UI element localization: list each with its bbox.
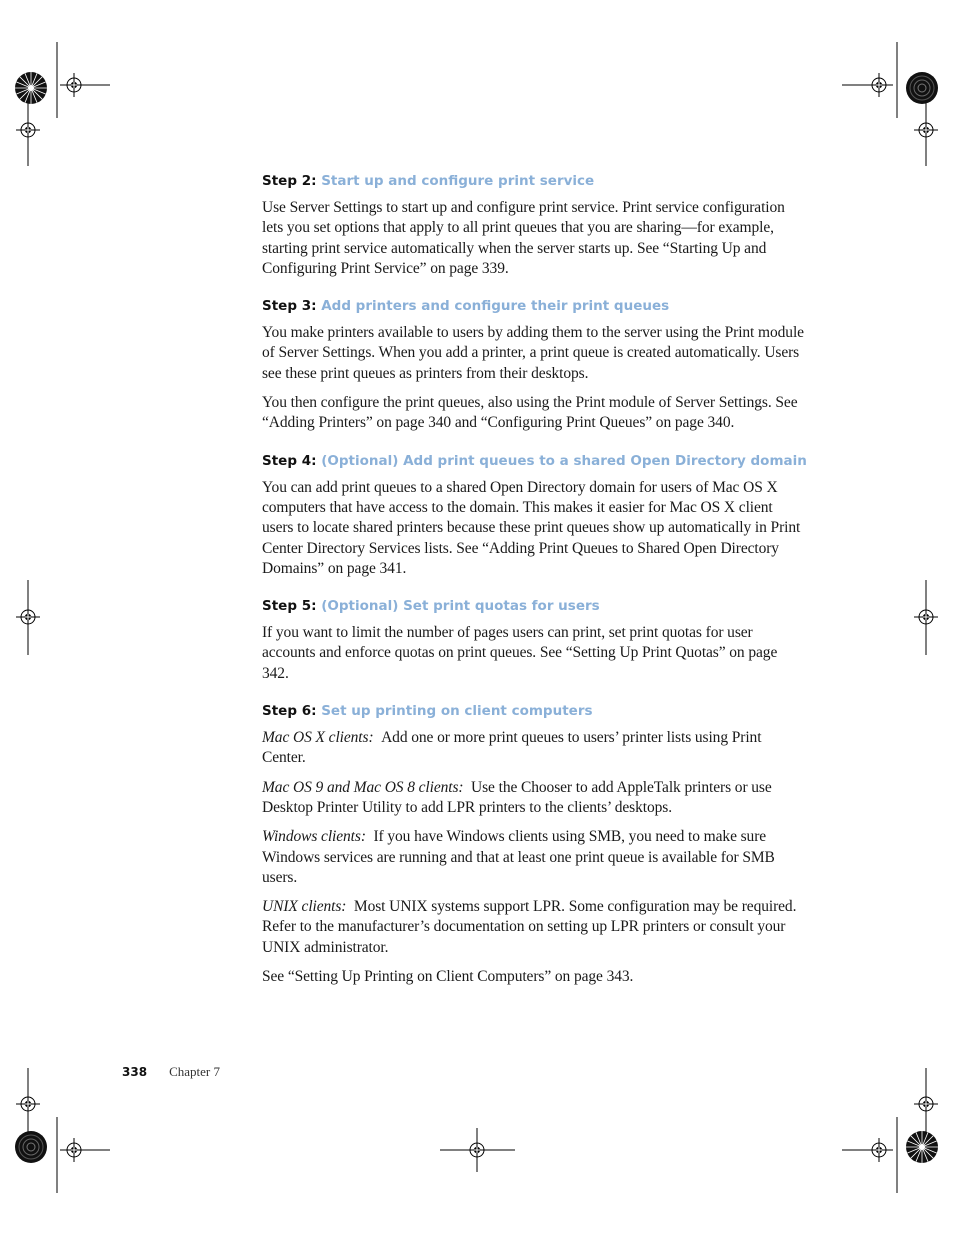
client-text: If you have Windows clients using SMB, you need to make sure Windows services are running and that at least one print queue is available for SMB users. [262,828,775,886]
step-title: (Optional) Add print queues to a shared Open Directory domain [321,452,807,469]
chapter-label: Chapter 7 [169,1064,220,1079]
client-text: Add one or more print queues to users’ printer lists using Print Center. [262,729,762,767]
client-paragraph [262,728,807,769]
client-label: Mac OS X clients: [262,729,374,747]
client-label: UNIX clients: [262,898,347,916]
step-number: Step 4: [262,452,317,469]
client-text: Most UNIX systems support LPR. Some configuration may be required. Refer to the manufacturer’s documentation on setting up LPR printers or consult your UNIX administrator. [262,898,797,956]
step-title: Set up printing on client computers [321,703,593,720]
step-title: Start up and configure print service [321,173,595,189]
step-number: Step 2: [262,173,317,189]
main-content [262,171,807,987]
step-number: Step 3: [262,298,317,315]
step-title: (Optional) Set print quotas for users [321,598,600,615]
step-number: Step 6: [262,703,317,720]
client-text: Use the Chooser to add AppleTalk printers or use Desktop Printer Utility to add LPR printers to the clients’ desktops. [262,778,772,816]
client-paragraph [262,827,807,888]
step-heading [262,171,807,191]
page-number: 338 [122,1065,148,1079]
client-label: Windows clients: [262,828,366,846]
step-heading [262,296,807,316]
step-heading [262,701,807,721]
page-footer [122,1063,220,1081]
client-paragraph [262,897,807,958]
closing-paragraph: See “Setting Up Printing on Client Computers” on page 343. [262,968,634,986]
body-paragraph: You can add print queues to a shared Open Directory domain for users of Mac OS X computers that have access to the domain. This makes it easier for Mac OS X client users to locate shared printers because these print queues show up automatically in Print Center Directory Services lists. See “Adding Print Queues to Shared Open Directory Domains” on page 341. [262,478,801,577]
client-label: Mac OS 9 and Mac OS 8 clients: [262,778,464,796]
body-paragraph: If you want to limit the number of pages users can print, set print quotas for user accounts and enforce quotas on print queues. See “Setting Up Print Quotas” on page 342. [262,624,778,682]
step-heading [262,451,807,471]
body-paragraph: You make printers available to users by adding them to the server using the Print module of Server Settings. When you add a printer, a print queue is created automatically. Users see these print queues as printers from their desktops. [262,324,804,382]
client-paragraph [262,778,807,819]
step-title: Add printers and configure their print queues [321,298,670,315]
body-paragraph: You then configure the print queues, also using the Print module of Server Settings. See “Adding Printers” on page 340 and “Configuring Print Queues” on page 340. [262,394,798,432]
body-paragraph: Use Server Settings to start up and configure print service. Print service configuration lets you set options that apply to all print queues that you are sharing—for example, starting print service automatically when the server starts up. See “Starting Up and Configuring Print Service” on page 339. [262,199,785,277]
step-heading [262,596,807,616]
step-number: Step 5: [262,598,317,615]
